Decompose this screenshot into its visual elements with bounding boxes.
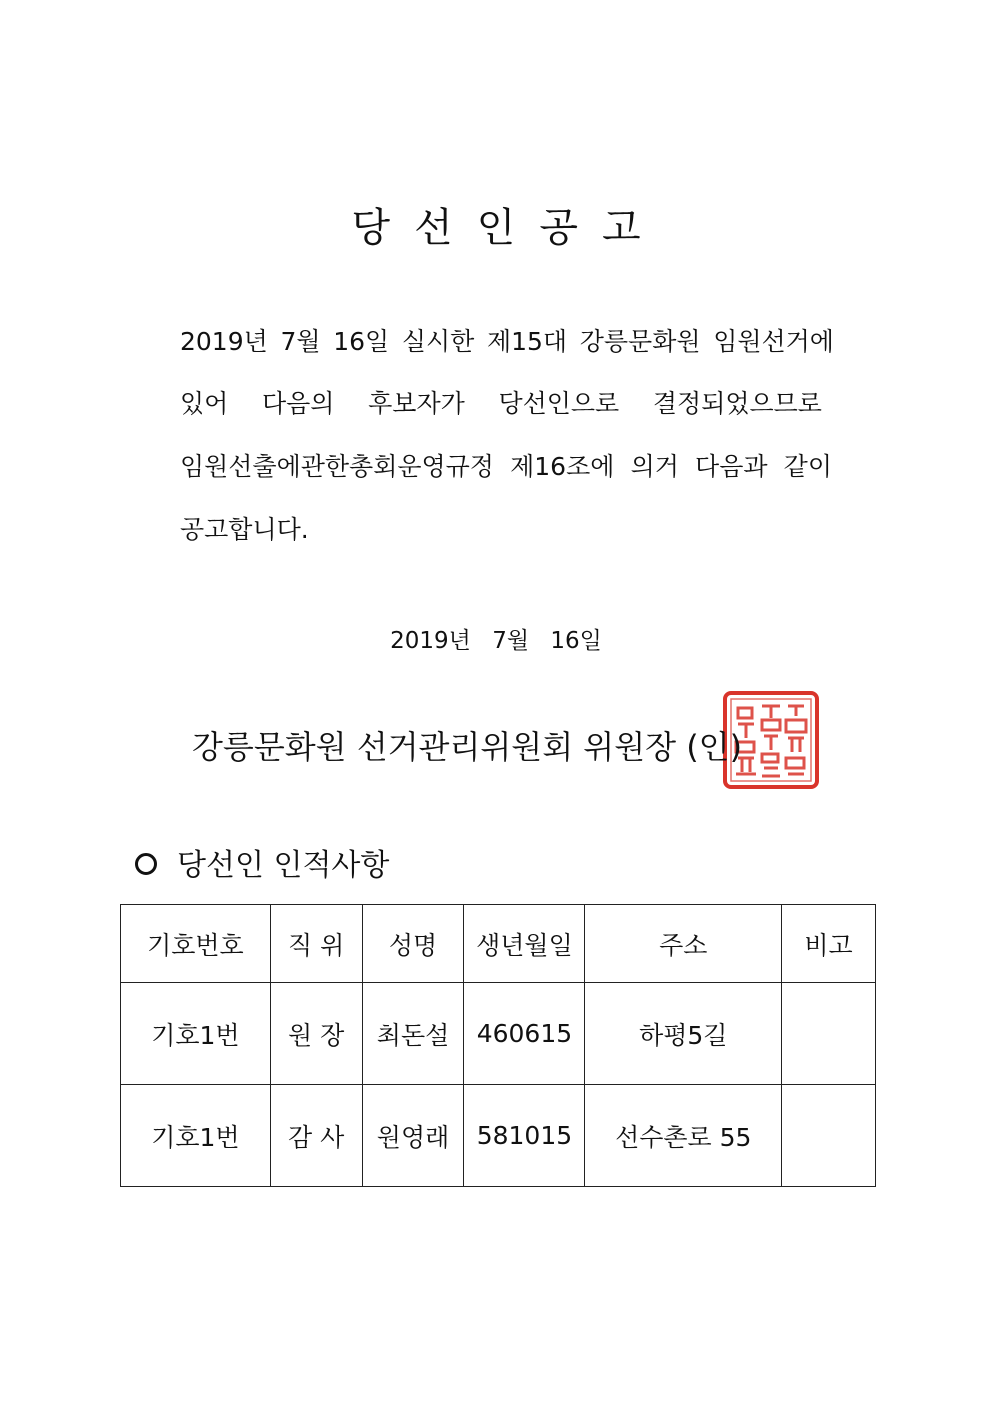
- word: 강릉문화원: [579, 327, 701, 356]
- table-row: [121, 1085, 876, 1187]
- table-cell: [782, 983, 876, 1085]
- word: 16일: [333, 327, 390, 356]
- word: 2019년: [180, 327, 268, 356]
- table-cell: 기호1번: [121, 1085, 271, 1187]
- title-char: 인: [476, 205, 516, 251]
- title-char: 고: [601, 205, 641, 251]
- word: 다음의: [262, 389, 335, 418]
- header-cell: 생년월일: [464, 905, 585, 983]
- issuer-signature: 강릉문화원 선거관리위원회 위원장 (인): [192, 728, 743, 766]
- header-cell: 기호번호: [121, 905, 271, 983]
- word: 당선인으로: [498, 389, 620, 418]
- title-char: 선: [414, 205, 453, 251]
- word: 임원선출에관한총회운영규정: [180, 452, 494, 481]
- table-cell: 원 장: [270, 983, 362, 1085]
- title-char: 공: [539, 205, 578, 251]
- header-cell: 주소: [585, 905, 782, 983]
- table-cell: 선수촌로 55: [585, 1085, 782, 1187]
- word: 후보자가: [368, 389, 465, 418]
- table-cell: 460615: [464, 983, 585, 1085]
- table-cell: 최돈설: [362, 983, 464, 1085]
- word: 있어: [180, 389, 229, 418]
- header-cell: 비고: [782, 905, 876, 983]
- section-heading: [135, 840, 389, 884]
- word: 결정되었으므로: [652, 389, 822, 418]
- header-cell: 성명: [362, 905, 464, 983]
- announcement-line-3: [180, 447, 832, 483]
- section-heading-text: 당선인 인적사항: [177, 848, 390, 883]
- winners-table: [120, 904, 876, 1187]
- header-cell: 직 위: [270, 905, 362, 983]
- table-cell: 하평5길: [585, 983, 782, 1085]
- title-char: 당: [351, 205, 391, 251]
- circle-bullet-icon: [135, 853, 157, 875]
- table-row: [121, 983, 876, 1085]
- word: 의거: [630, 452, 679, 481]
- announcement-line-4: 공고합니다.: [180, 515, 309, 544]
- announcement-date: 2019년 7월 16일: [390, 628, 602, 654]
- word: 같이: [783, 452, 832, 481]
- table-header-row: [121, 905, 876, 983]
- word: 제15대: [486, 327, 568, 356]
- table-cell: 감 사: [270, 1085, 362, 1187]
- announcement-line-2: [180, 384, 822, 420]
- word: 실시한: [401, 327, 475, 356]
- announcement-line-1: [180, 322, 834, 358]
- page-title: [0, 196, 992, 253]
- word: 제16조에: [510, 452, 615, 481]
- word: 다음과: [695, 452, 768, 481]
- table-cell: [782, 1085, 876, 1187]
- table-cell: 원영래: [362, 1085, 464, 1187]
- word: 7월: [280, 327, 321, 356]
- word: 임원선거에: [713, 327, 834, 356]
- table-cell: 581015: [464, 1085, 585, 1187]
- table-cell: 기호1번: [121, 983, 271, 1085]
